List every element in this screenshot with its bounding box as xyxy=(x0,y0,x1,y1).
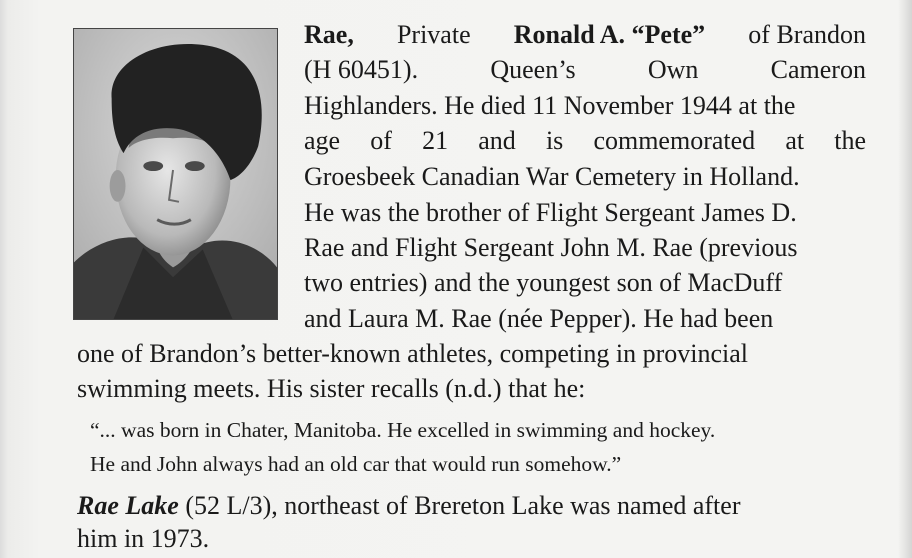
entry-line-5: Groesbeek Canadian War Cemetery in Holland. xyxy=(304,162,800,191)
word: at xyxy=(785,126,805,155)
entry-line-2 xyxy=(304,53,866,87)
entry-line-11: swimming meets. His sister recalls (n.d.) that he: xyxy=(77,374,586,403)
entry-rank: Private xyxy=(396,20,471,49)
entry-line-3: Highlanders. He died 11 November 1944 at the xyxy=(304,91,796,120)
service-number: (H 60451). xyxy=(304,55,419,84)
word: commemorated xyxy=(593,126,756,155)
entry-line-10: one of Brandon’s better-known athletes, competing in provincial xyxy=(77,339,748,368)
lake-description: (52 L/3), northeast of Brereton Lake was named after xyxy=(185,491,741,520)
entry-name: Ronald A. “Pete” xyxy=(513,20,706,49)
word: of xyxy=(370,126,392,155)
entry-line-6: He was the brother of Flight Sergeant James D. xyxy=(304,198,797,227)
entry-origin: of Brandon xyxy=(748,20,866,49)
entry-surname: Rae, xyxy=(304,20,354,49)
page-edge xyxy=(898,0,912,558)
lake-naming-line-2: him in 1973. xyxy=(77,524,210,553)
lake-name: Rae Lake xyxy=(77,491,179,520)
regiment-word-1: Queen’s xyxy=(490,55,576,84)
entry-line-7: Rae and Flight Sergeant John M. Rae (previous xyxy=(304,233,798,262)
entry-line-8: two entries) and the youngest son of MacDuff xyxy=(304,268,783,297)
quote-line-2: He and John always had an old car that would run somehow.” xyxy=(90,452,622,476)
word: and xyxy=(478,126,516,155)
word: 21 xyxy=(422,126,449,155)
word: age xyxy=(304,126,341,155)
entry-line-9: and Laura M. Rae (née Pepper). He had been xyxy=(304,304,774,333)
lake-naming-line-1 xyxy=(77,489,740,523)
entry-line-4 xyxy=(304,124,866,158)
soldier-portrait-image xyxy=(74,29,277,319)
word: is xyxy=(545,126,564,155)
regiment-word-3: Cameron xyxy=(770,55,866,84)
regiment-word-2: Own xyxy=(647,55,699,84)
portrait-photo xyxy=(73,28,278,320)
entry-line-1 xyxy=(304,18,866,52)
word: the xyxy=(834,126,866,155)
quote-line-1: “... was born in Chater, Manitoba. He excelled in swimming and hockey. xyxy=(90,418,716,442)
